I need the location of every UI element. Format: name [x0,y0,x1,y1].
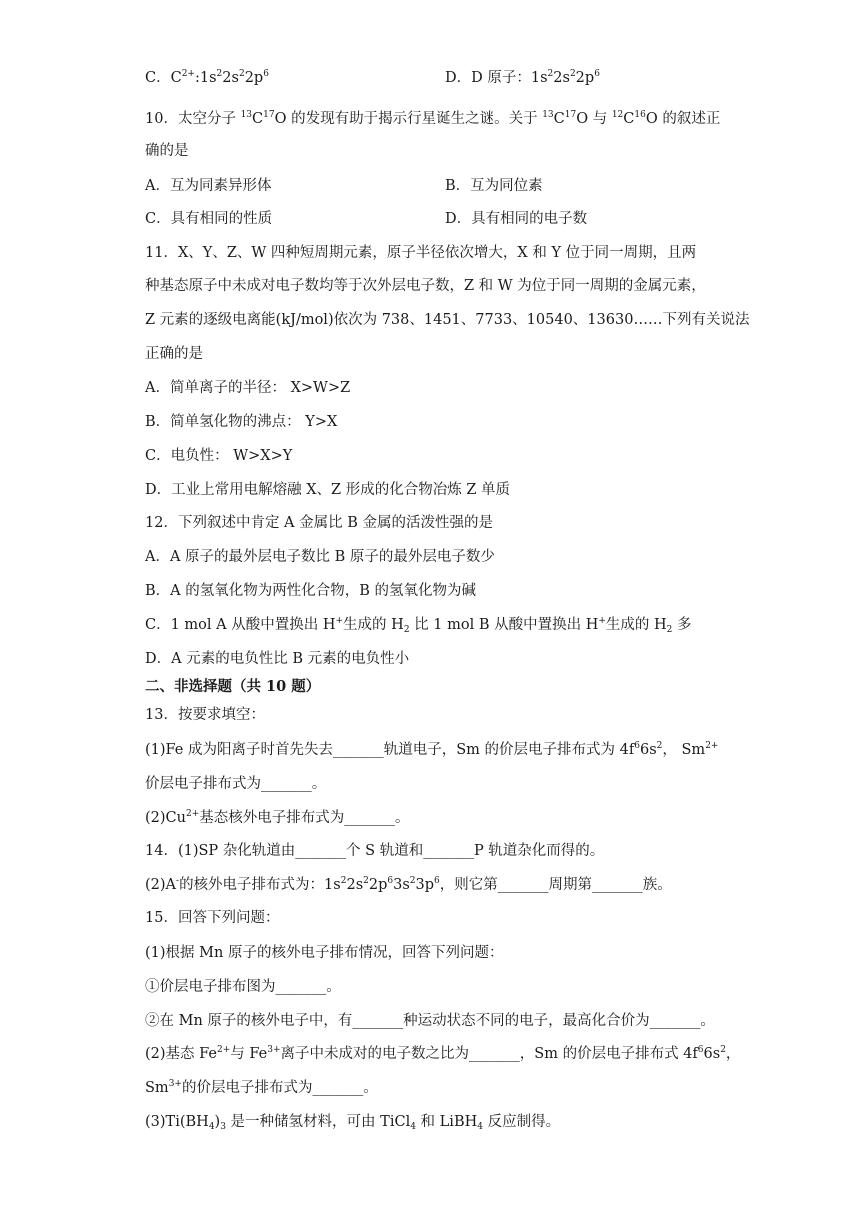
text-line: D．D 原子：$1s^22s^22p^6$ [445,69,600,86]
text-line: B．A 的氢氧化物为两性化合物，B 的氢氧化物为碱 [145,583,476,599]
text-line: D．A 元素的电负性比 B 元素的电负性小 [145,651,410,667]
text-line: 12．下列叙述中肯定 A 金属比 B 金属的活泼性强的是 [145,515,494,531]
text-line: $Sm^{3+}$的价层电子排布式为_______。 [145,1079,378,1096]
text-line: C．1 mol A 从酸中置换出 H+生成的 $H_2$ 比 1 mol B 从酸中置换出 H+生成的 $H_2$ 多 [145,616,692,635]
text-line: 价层电子排布式为_______。 [145,776,327,792]
text-line: 10．太空分子 $^{13}C^{17}O$ 的发现有助于揭示行星诞生之谜。关于 $^{13}C^{17}O$ 与 $^{12}C^{16}O$ 的叙述正 [145,110,721,127]
text-line: 15．回答下列问题： [145,910,280,926]
text-line: A．A 原子的最外层电子数比 B 原子的最外层电子数少 [145,549,495,565]
section-heading: 二、非选择题（共 10 题） [145,678,321,695]
text-line: (2)基态 $Fe^{2+}$与 $Fe^{3+}$离子中未成对的电子数之比为_______，Sm 的价层电子排布式 $4f^66s^2$， [145,1045,741,1062]
text-line: A．简单离子的半径： X>W>Z [145,380,351,396]
text-line: 11．X、Y、Z、W 四种短周期元素，原子半径依次增大，X 和 Y 位于同一周期，且两 [145,245,697,261]
text-line: 种基态原子中未成对电子数均等于次外层电子数，Z 和 W 为位于同一周期的金属元素， [145,278,706,294]
text-line: (1)Fe 成为阳离子时首先失去_______轨道电子，Sm 的价层电子排布式为 $4f^66s^2$， $Sm^{2+}$ [145,741,719,758]
text-line: 13．按要求填空： [145,707,265,723]
text-line: ②在 Mn 原子的核外电子中，有_______种运动状态不同的电子，最高化合价为_______。 [145,1013,715,1029]
text-line: $(3)Ti(BH_4)_3$ 是一种储氢材料，可由 TiCl$_4$ 和 LiBH$_4$ 反应制得。 [145,1114,561,1132]
text-line: Z 元素的逐级电离能(kJ/mol)依次为 738、1451、7733、10540、13630……下列有关说法 [145,312,750,328]
text-line: D．具有相同的电子数 [445,211,588,227]
text-line: ①价层电子排布图为_______。 [145,979,341,995]
text-line: 14．(1)SP 杂化轨道由_______个 S 轨道和_______P 轨道杂化而得的。 [145,843,605,859]
text-line: 确的是 [145,143,189,159]
text-line: $(2)Cu^{2+}$基态核外电子排布式为_______。 [145,809,410,826]
text-line: C．电负性： W>X>Y [145,448,293,464]
text-line: D．工业上常用电解熔融 X、Z 形成的化合物冶炼 Z 单质 [145,482,511,498]
text-line: B．简单氢化物的沸点： Y>X [145,414,338,430]
text-line: (1)根据 Mn 原子的核外电子排布情况，回答下列问题： [145,945,504,961]
text-line: C．$C^{2+}:1s^22s^22p^6$ [145,69,269,86]
text-line: (2)A-的核外电子排布式为：$1s^22s^22p^63s^23p^6$，则它第_______周期第_______族。 [145,876,672,893]
text-line: B．互为同位素 [445,178,543,194]
text-line: A．互为同素异形体 [145,178,272,194]
text-line: C．具有相同的性质 [145,211,273,227]
text-line: 正确的是 [145,346,203,362]
